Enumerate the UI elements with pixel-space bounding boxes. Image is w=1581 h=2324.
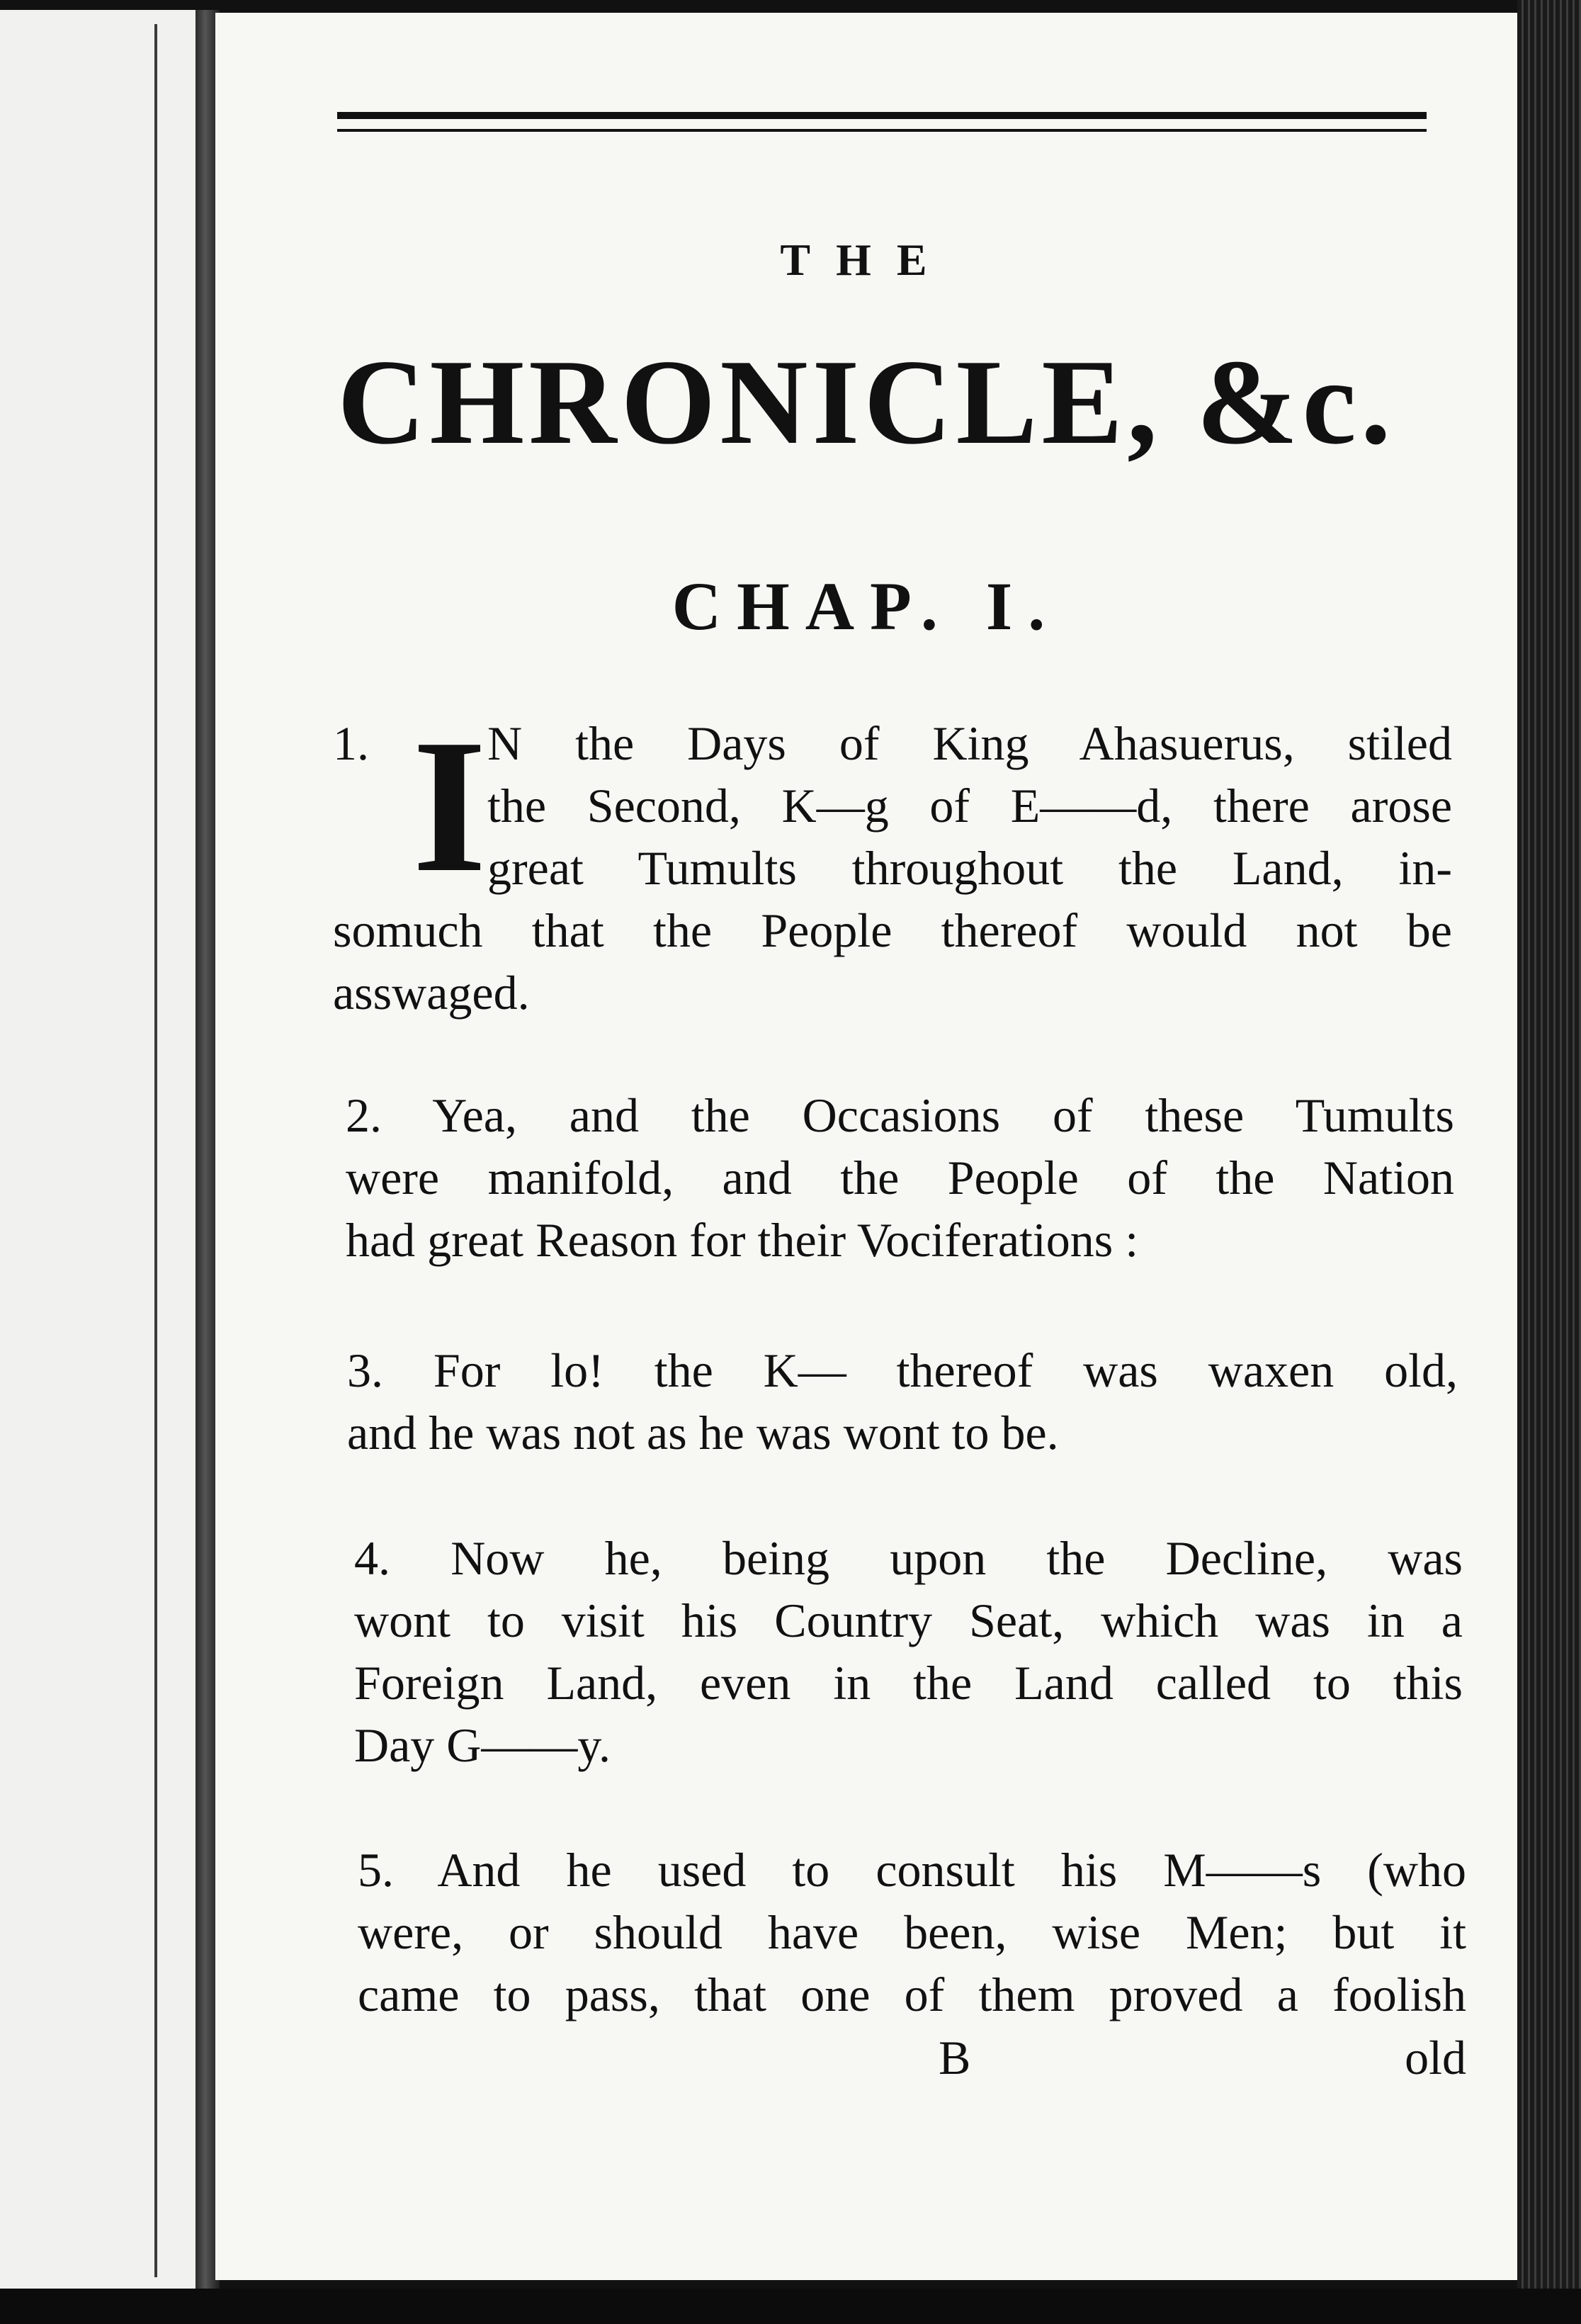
verse-line: Now he, being upon the Decline, was	[450, 1531, 1463, 1585]
verse-line: asswaged.	[333, 966, 530, 1020]
scan-bottom-edge	[0, 2289, 1581, 2324]
verse-number: 5.	[358, 1843, 394, 1897]
verse-line: great Tumults throughout the Land, in-	[487, 841, 1452, 895]
verse-line: came to pass, that one of them proved a foolish	[358, 1968, 1466, 2021]
main-title: CHRONICLE, &c.	[337, 335, 1395, 470]
verse-3	[347, 1339, 1458, 1464]
verse-line: were manifold, and the People of the Nation	[346, 1151, 1454, 1205]
verse-line: For lo! the K— thereof was waxen old,	[433, 1343, 1458, 1397]
verse-line: the Second, K—g of E——d, there arose	[487, 779, 1452, 833]
verse-line: Foreign Land, even in the Land called to this	[354, 1656, 1463, 1710]
drop-cap: I	[412, 700, 487, 912]
verse-line: were, or should have been, wise Men; but it	[358, 1905, 1466, 1959]
verse-number: 4.	[354, 1531, 390, 1585]
verse-number: 1.	[333, 716, 369, 770]
verse-4	[354, 1527, 1463, 1776]
verse-line: and he was not as he was wont to be.	[347, 1406, 1059, 1460]
page-fore-edge	[1517, 0, 1581, 2324]
facing-page-edge	[0, 10, 204, 2291]
verse-5	[358, 1839, 1466, 2026]
verse-line: somuch that the People thereof would not be	[333, 903, 1452, 957]
signature-mark: B	[939, 2031, 971, 2085]
verse-line: Day G——y.	[354, 1718, 611, 1772]
facing-page-rule	[154, 24, 157, 2277]
verse-line: Yea, and the Occasions of these Tumults	[432, 1088, 1454, 1142]
header-double-rule	[337, 112, 1427, 132]
verse-line: had great Reason for their Vociferations :	[346, 1213, 1139, 1267]
verse-line: wont to visit his Country Seat, which was in a	[354, 1593, 1463, 1647]
running-title: THE	[780, 235, 953, 285]
chapter-heading: CHAP. I.	[672, 568, 1061, 644]
verse-number: 3.	[347, 1343, 383, 1397]
verse-line: N the Days of King Ahasuerus, stiled	[487, 716, 1452, 770]
verse-number: 2.	[346, 1088, 382, 1142]
verse-line: And he used to consult his M——s (who	[437, 1843, 1466, 1897]
catchword: old	[1405, 2031, 1466, 2085]
verse-2	[346, 1084, 1454, 1271]
